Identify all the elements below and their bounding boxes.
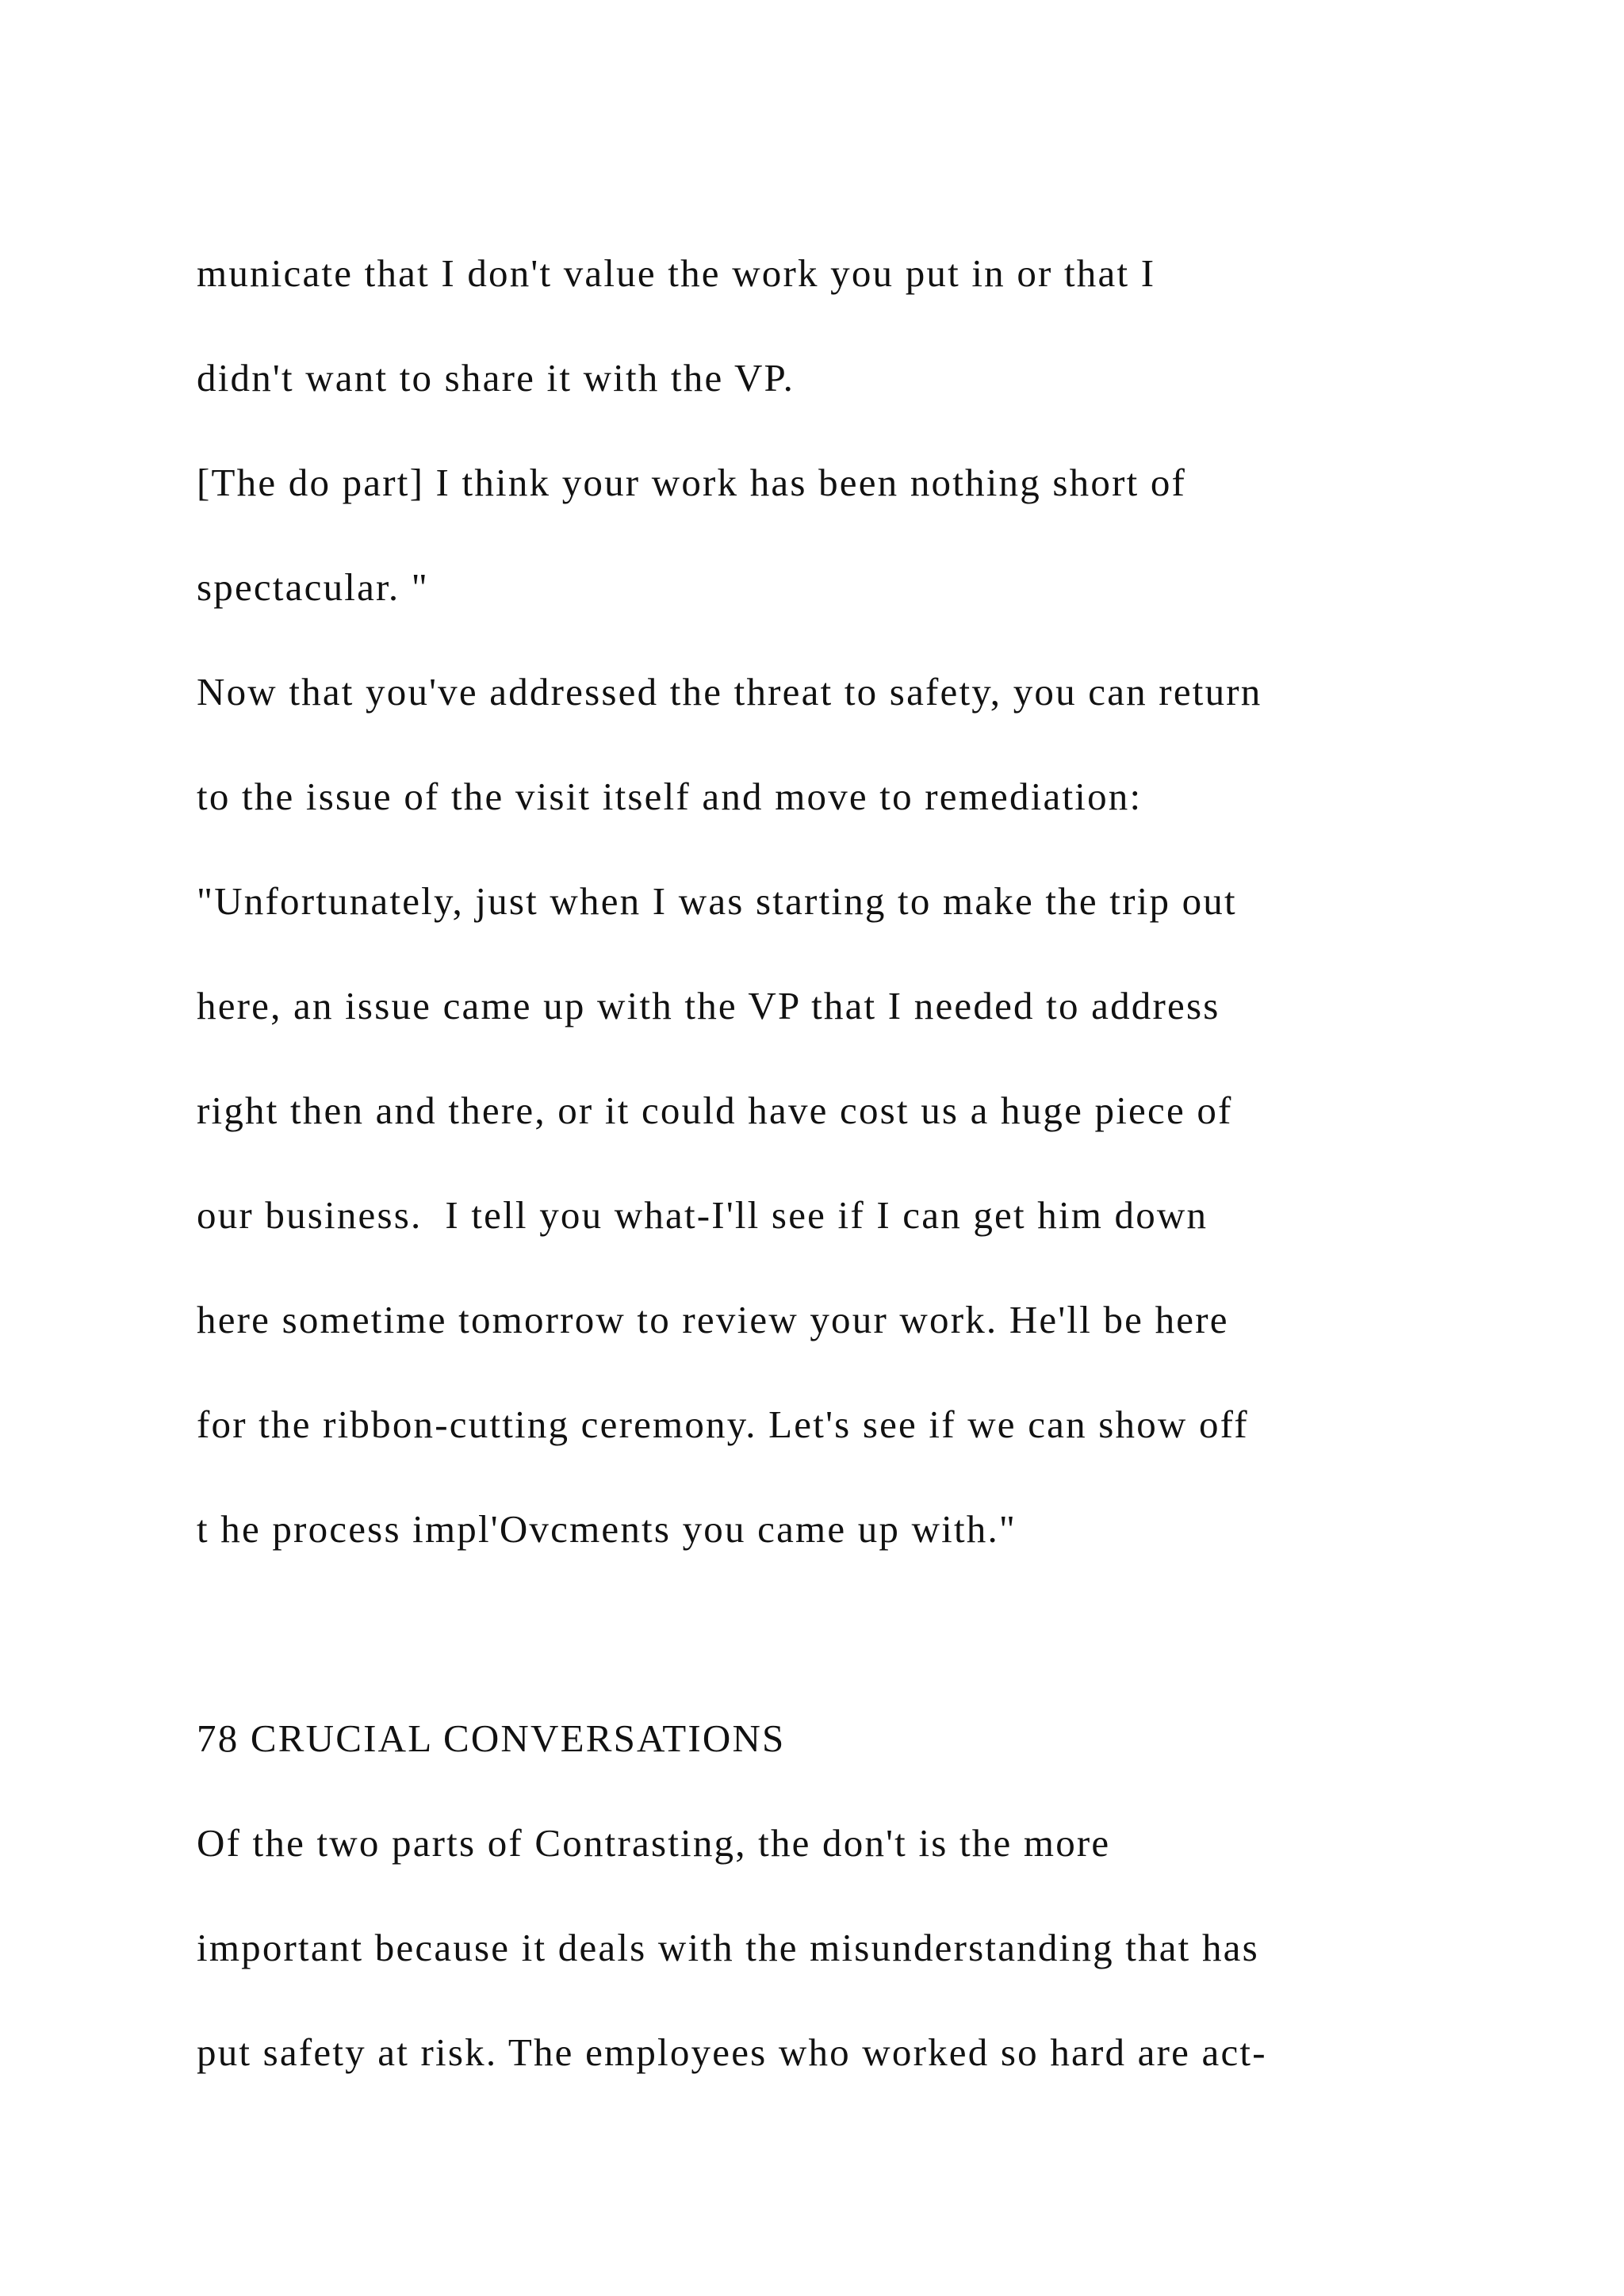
- text-line-2: didn't want to share it with the VP.: [197, 356, 795, 400]
- text-line-13: t he process impl'Ovcments you came up with.": [197, 1507, 1017, 1551]
- text-line-9: right then and there, or it could have cost us a huge piece of: [197, 1089, 1233, 1132]
- text-line-11: here sometime tomorrow to review your work. He'll be here: [197, 1298, 1229, 1341]
- text-line-12: for the ribbon-cutting ceremony. Let's see if we can show off: [197, 1402, 1249, 1446]
- text-line-15: important because it deals with the misunderstanding that has: [197, 1926, 1259, 1969]
- running-header: 78 CRUCIAL CONVERSATIONS: [197, 1716, 786, 1760]
- text-line-10: our business. I tell you what-I'll see if I can get him down: [197, 1193, 1208, 1237]
- text-line-3: [The do part] I think your work has been nothing short of: [197, 461, 1187, 504]
- text-line-5: Now that you've addressed the threat to safety, you can return: [197, 670, 1262, 714]
- text-line-6: to the issue of the visit itself and move to remediation:: [197, 775, 1143, 818]
- text-line-4: spectacular. ": [197, 565, 429, 609]
- text-line-1: municate that I don't value the work you put in or that I: [197, 251, 1156, 295]
- text-line-16: put safety at risk. The employees who worked so hard are act-: [197, 2030, 1267, 2074]
- text-line-7: "Unfortunately, just when I was starting to make the trip out: [197, 879, 1237, 923]
- text-line-14: Of the two parts of Contrasting, the don't is the more: [197, 1821, 1111, 1865]
- text-line-8: here, an issue came up with the VP that I needed to address: [197, 984, 1220, 1027]
